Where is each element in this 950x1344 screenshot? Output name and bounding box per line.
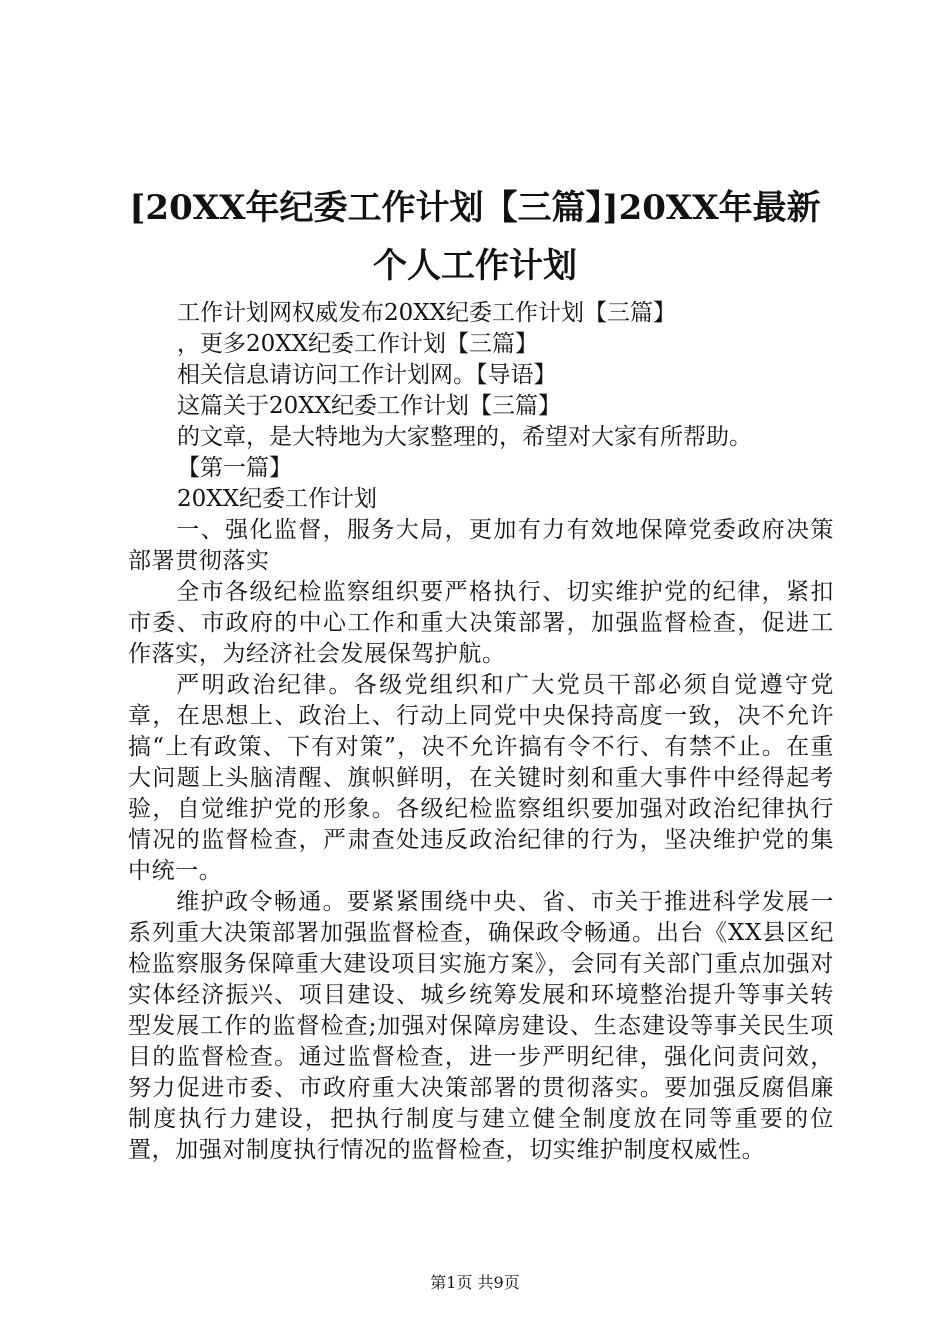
intro-line: 的文章，是大特地为大家整理的，希望对大家有所帮助。 (177, 424, 752, 450)
body-paragraph: 全市各级纪检监察组织要严格执行、切实维护党的纪律，紧扣市委、市政府的中心工作和重大决策部署，加强监督检查，促进工作落实，为经济社会发展保驾护航。 (128, 579, 834, 667)
section-subtitle: 20XX纪委工作计划 (177, 486, 378, 512)
document-body (128, 515, 834, 1166)
intro-line: ，更多20XX纪委工作计划【三篇】 (177, 331, 539, 357)
intro-line: 这篇关于20XX纪委工作计划【三篇】 (177, 393, 562, 419)
body-paragraph: 严明政治纪律。各级党组织和广大党员干部必须自觉遵守党章，在思想上、政治上、行动上同党中央保持高度一致，决不允许搞“上有政策、下有对策”，决不允许搞有令不行、有禁不止。在重大问题上头脑清醒、旗帜鲜明，在关键时刻和重大事件中经得起考验，自觉维护党的形象。各级纪检监察组织要加强对政治纪律执行情况的监督检查，严肃查处违反政治纪律的行为，坚决维护党的集中统一。 (128, 672, 834, 884)
body-paragraph: 一、强化监督，服务大局，更加有力有效地保障党委政府决策部署贯彻落实 (128, 517, 834, 574)
document-title-line-2: 个人工作计划 (373, 246, 577, 286)
intro-line: 工作计划网权威发布20XX纪委工作计划【三篇】 (177, 300, 677, 326)
page-footer: 第1页 共9页 (430, 1273, 520, 1292)
intro-line: 相关信息请访问工作计划网。【导语】 (177, 362, 557, 388)
section-heading: 【第一篇】 (177, 455, 292, 481)
document-title-line-1: [20XX年纪委工作计划【三篇】]20XX年最新 (129, 188, 821, 228)
body-paragraph: 维护政令畅通。要紧紧围绕中央、省、市关于推进科学发展一系列重大决策部署加强监督检查，确保政令畅通。出台《XX县区纪检监察服务保障重大建设项目实施方案》，会同有关部门重点加强对实体经济振兴、项目建设、城乡统筹发展和环境整治提升等事关转型发展工作的监督检查;加强对保障房建设、生态建设等事关民生项目的监督检查。通过监督检查，进一步严明纪律，强化问责问效，努力促进市委、市政府重大决策部署的贯彻落实。要加强反腐倡廉制度执行力建设，把执行制度与建立健全制度放在同等重要的位置，加强对制度执行情况的监督检查，切实维护制度权威性。 (128, 889, 834, 1163)
